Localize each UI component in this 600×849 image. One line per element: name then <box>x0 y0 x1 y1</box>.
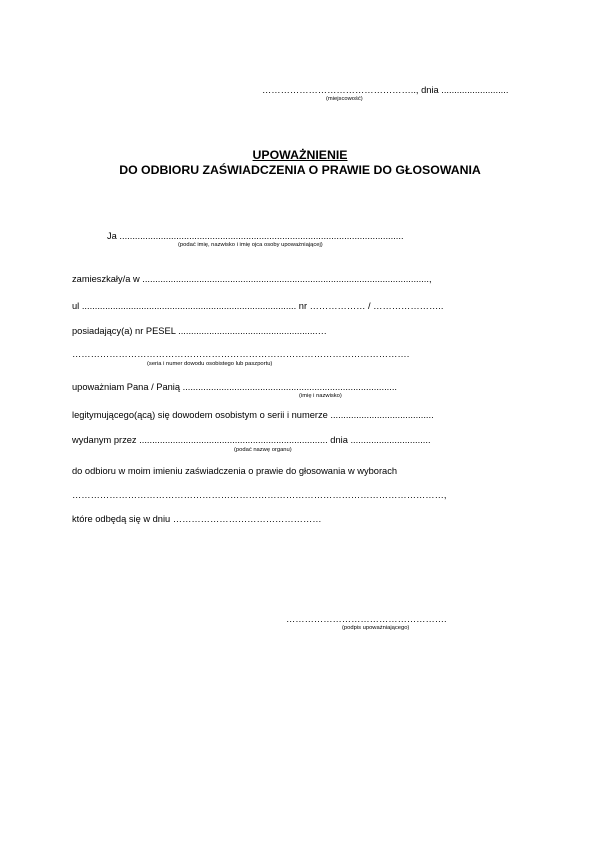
legitymujacego-line: legitymującego(ącą) się dowodem osobistym o serii i numerze ........................................ <box>72 410 434 420</box>
wydanym-hint: (podać nazwę organu) <box>234 447 292 453</box>
ja-hint: (podać imię, nazwisko i imię ojca osoby upoważniającej) <box>178 242 323 248</box>
ja-line: Ja .............................................................................................................. <box>107 231 404 241</box>
odbior-line: do odbioru w moim imieniu zaświadczenia o prawie do głosowania w wyborach <box>72 466 398 476</box>
signature-hint: (podpis upoważniającego) <box>342 625 410 631</box>
place-hint: (miejscowość) <box>326 96 363 102</box>
dowod-hint: (seria i numer dowodu osobistego lub paszportu) <box>147 361 273 367</box>
dowod-line: ………………………………………………………………………………………………. <box>72 349 410 359</box>
place-date-line: ………………………………………….., dnia .......................... <box>262 85 509 95</box>
document-title: UPOWAŻNIENIE <box>252 148 348 162</box>
wydanym-line: wydanym przez ......................................................................... dnia ............................... <box>72 435 431 445</box>
signature-line: ……………………………………………. <box>286 614 447 624</box>
upowazniam-line: upoważniam Pana / Panią ................................................................................... <box>72 382 397 392</box>
document-subtitle: DO ODBIORU ZAŚWIADCZENIA O PRAWIE DO GŁOSOWANIA <box>119 163 481 177</box>
upowazniam-hint: (imię i nazwisko) <box>299 393 342 399</box>
zamieszkaly-line: zamieszkały/a w ..............................................................................................................., <box>72 274 432 284</box>
wybory-line: …………………………………………………………………………………………………………, <box>72 490 447 500</box>
odbeda-line: które odbędą się w dniu ………………………………………… <box>72 514 322 524</box>
pesel-line: posiadający(a) nr PESEL ......................................................… <box>72 326 327 336</box>
ul-line: ul ................................................................................... nr ……………… / ………………….. <box>72 301 444 311</box>
